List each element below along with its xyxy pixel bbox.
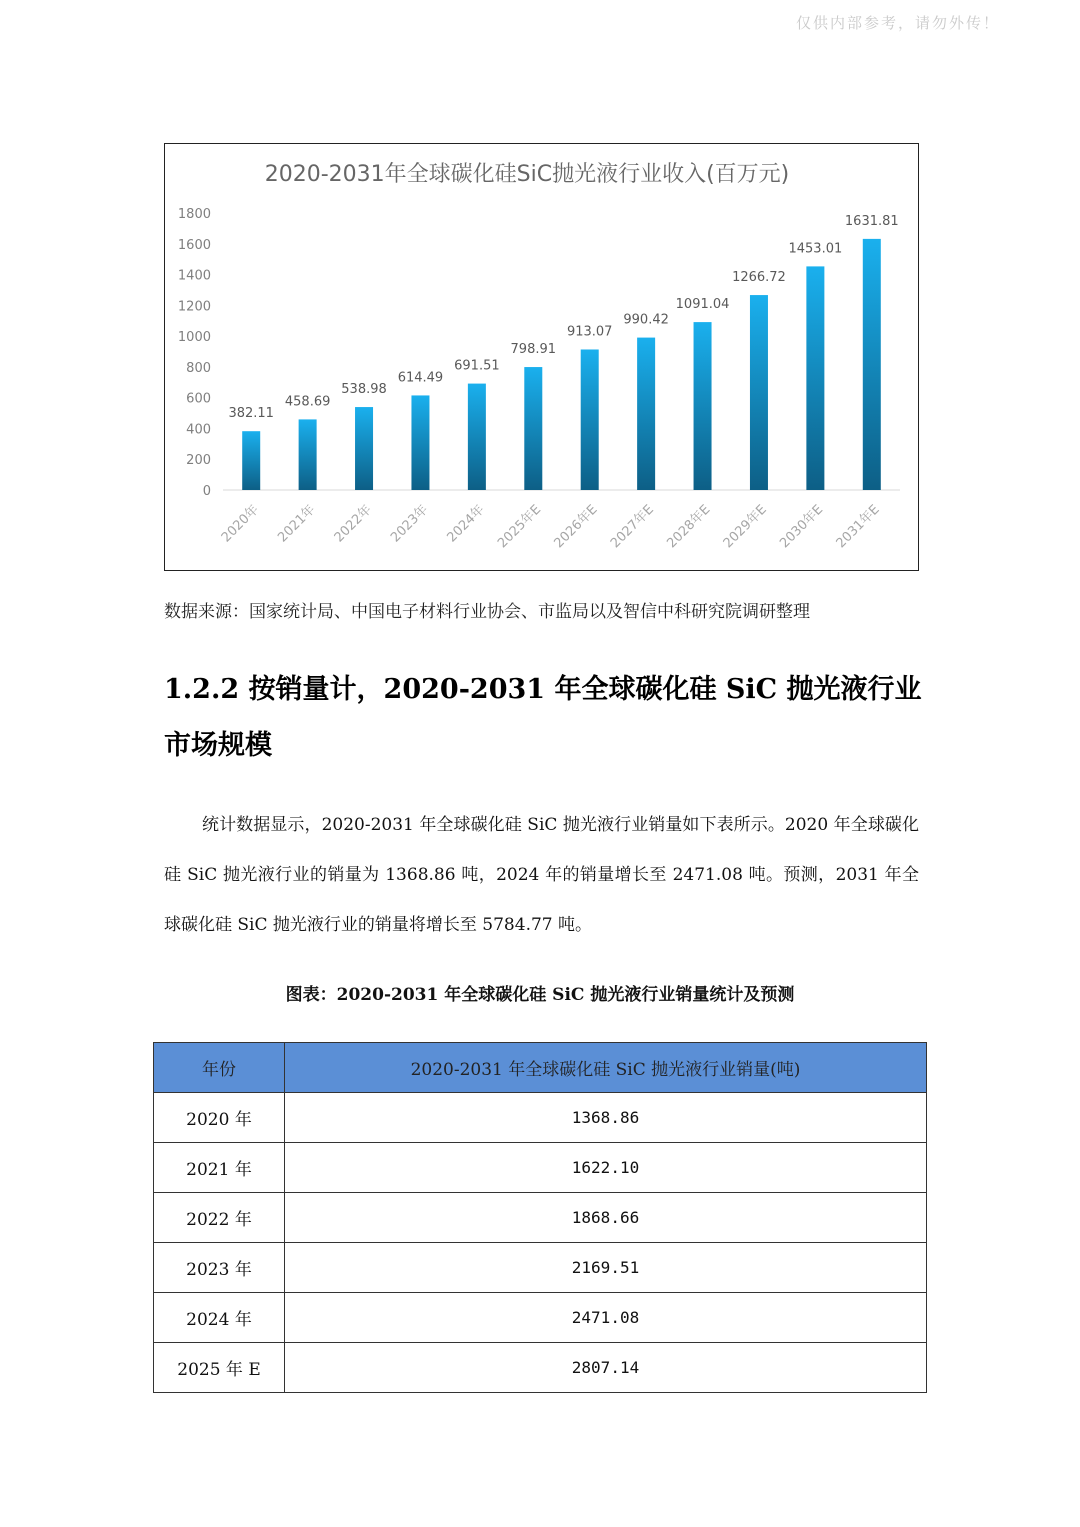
cell-sales: 2169.51: [285, 1243, 927, 1293]
bar-value-label: 1453.01: [788, 241, 843, 257]
cell-sales: 1868.66: [285, 1193, 927, 1243]
bar: [637, 338, 655, 490]
table-row: [154, 1293, 927, 1343]
body-paragraph: 统计数据显示，2020-2031 年全球碳化硅 SiC 抛光液行业销量如下表所示。2020 年全球碳化硅 SiC 抛光液行业的销量为 1368.86 吨，2024 年的销量增长至 2471.08 吨。预测，2031 年全球碳化硅 SiC 抛光液行业的销量将增长至 5784.77 吨。: [164, 815, 919, 935]
section-heading: 1.2.2 按销量计，2020-2031 年全球碳化硅 SiC 抛光液行业市场规模: [164, 674, 922, 761]
bar-value-label: 798.91: [510, 342, 557, 358]
bar-value-label: 913.07: [566, 324, 613, 340]
bar: [299, 419, 317, 490]
y-tick-label: 400: [186, 422, 211, 438]
x-tick-label: 2027年E: [607, 502, 657, 552]
bar-value-label: 614.49: [397, 370, 444, 386]
y-tick-label: 800: [186, 360, 211, 376]
x-tick-label: 2021年: [275, 502, 319, 546]
cell-sales: 2807.14: [285, 1343, 927, 1393]
bar-value-label: 990.42: [623, 312, 669, 328]
cell-year: 2023 年: [154, 1243, 285, 1293]
bar: [242, 431, 260, 490]
y-tick-label: 1000: [177, 330, 211, 346]
bar-value-label: 1266.72: [732, 270, 786, 286]
x-tick-label: 2026年E: [551, 502, 601, 552]
y-tick-label: 1200: [177, 299, 211, 315]
table-row: [154, 1193, 927, 1243]
data-source-note: 数据来源：国家统计局、中国电子材料行业协会、市监局以及智信中科研究院调研整理: [164, 602, 810, 622]
header-sales: 2020-2031 年全球碳化硅 SiC 抛光液行业销量(吨): [285, 1043, 927, 1093]
bar: [411, 395, 429, 490]
y-tick-label: 600: [186, 391, 211, 407]
bar-value-label: 691.51: [454, 358, 500, 374]
bar-value-label: 1631.81: [844, 213, 899, 229]
bar: [468, 384, 486, 490]
cell-sales: 1368.86: [285, 1093, 927, 1143]
bar-value-label: 382.11: [228, 406, 274, 422]
cell-year: 2025 年 E: [154, 1343, 285, 1393]
x-tick-label: 2031年E: [833, 502, 883, 552]
bar-value-label: 538.98: [341, 382, 387, 398]
y-tick-label: 1800: [177, 207, 211, 222]
bar-value-label: 1091.04: [675, 297, 730, 313]
x-tick-label: 2025年E: [495, 502, 545, 552]
watermark-text: 仅供内部参考，请勿外传！: [795, 14, 1000, 32]
cell-year: 2021 年: [154, 1143, 285, 1193]
table-row: [154, 1243, 927, 1293]
x-tick-label: 2020年: [218, 502, 263, 546]
sales-table: [153, 1042, 927, 1393]
revenue-chart-svg: [165, 144, 917, 569]
y-tick-label: 0: [202, 484, 211, 499]
bar: [694, 322, 712, 490]
bar-value-label: 458.69: [284, 394, 331, 410]
x-tick-label: 2028年E: [664, 502, 714, 552]
bar: [806, 266, 824, 490]
chart-title: 2020-2031年全球碳化硅SiC抛光液行业收入(百万元): [264, 162, 790, 187]
revenue-chart: [164, 143, 919, 571]
table-row: [154, 1343, 927, 1393]
x-tick-label: 2023年: [388, 502, 432, 546]
y-tick-label: 200: [186, 453, 211, 469]
table-row: [154, 1143, 927, 1193]
cell-year: 2022 年: [154, 1193, 285, 1243]
y-tick-label: 1400: [177, 268, 211, 284]
x-tick-label: 2030年E: [777, 502, 827, 552]
cell-sales: 1622.10: [285, 1143, 927, 1193]
table-header-row: [154, 1043, 927, 1093]
x-tick-label: 2022年: [331, 502, 375, 546]
table-title: 图表：2020-2031 年全球碳化硅 SiC 抛光液行业销量统计及预测: [285, 985, 795, 1005]
x-tick-label: 2024年: [444, 502, 488, 546]
x-tick-label: 2029年E: [720, 502, 770, 552]
y-tick-label: 1600: [177, 237, 211, 253]
cell-year: 2020 年: [154, 1093, 285, 1143]
table-row: [154, 1093, 927, 1143]
bar: [750, 295, 768, 490]
cell-sales: 2471.08: [285, 1293, 927, 1343]
bar: [355, 407, 373, 490]
bar: [581, 349, 599, 490]
cell-year: 2024 年: [154, 1293, 285, 1343]
bar: [524, 367, 542, 490]
bar: [863, 239, 881, 490]
header-year: 年份: [154, 1043, 285, 1093]
